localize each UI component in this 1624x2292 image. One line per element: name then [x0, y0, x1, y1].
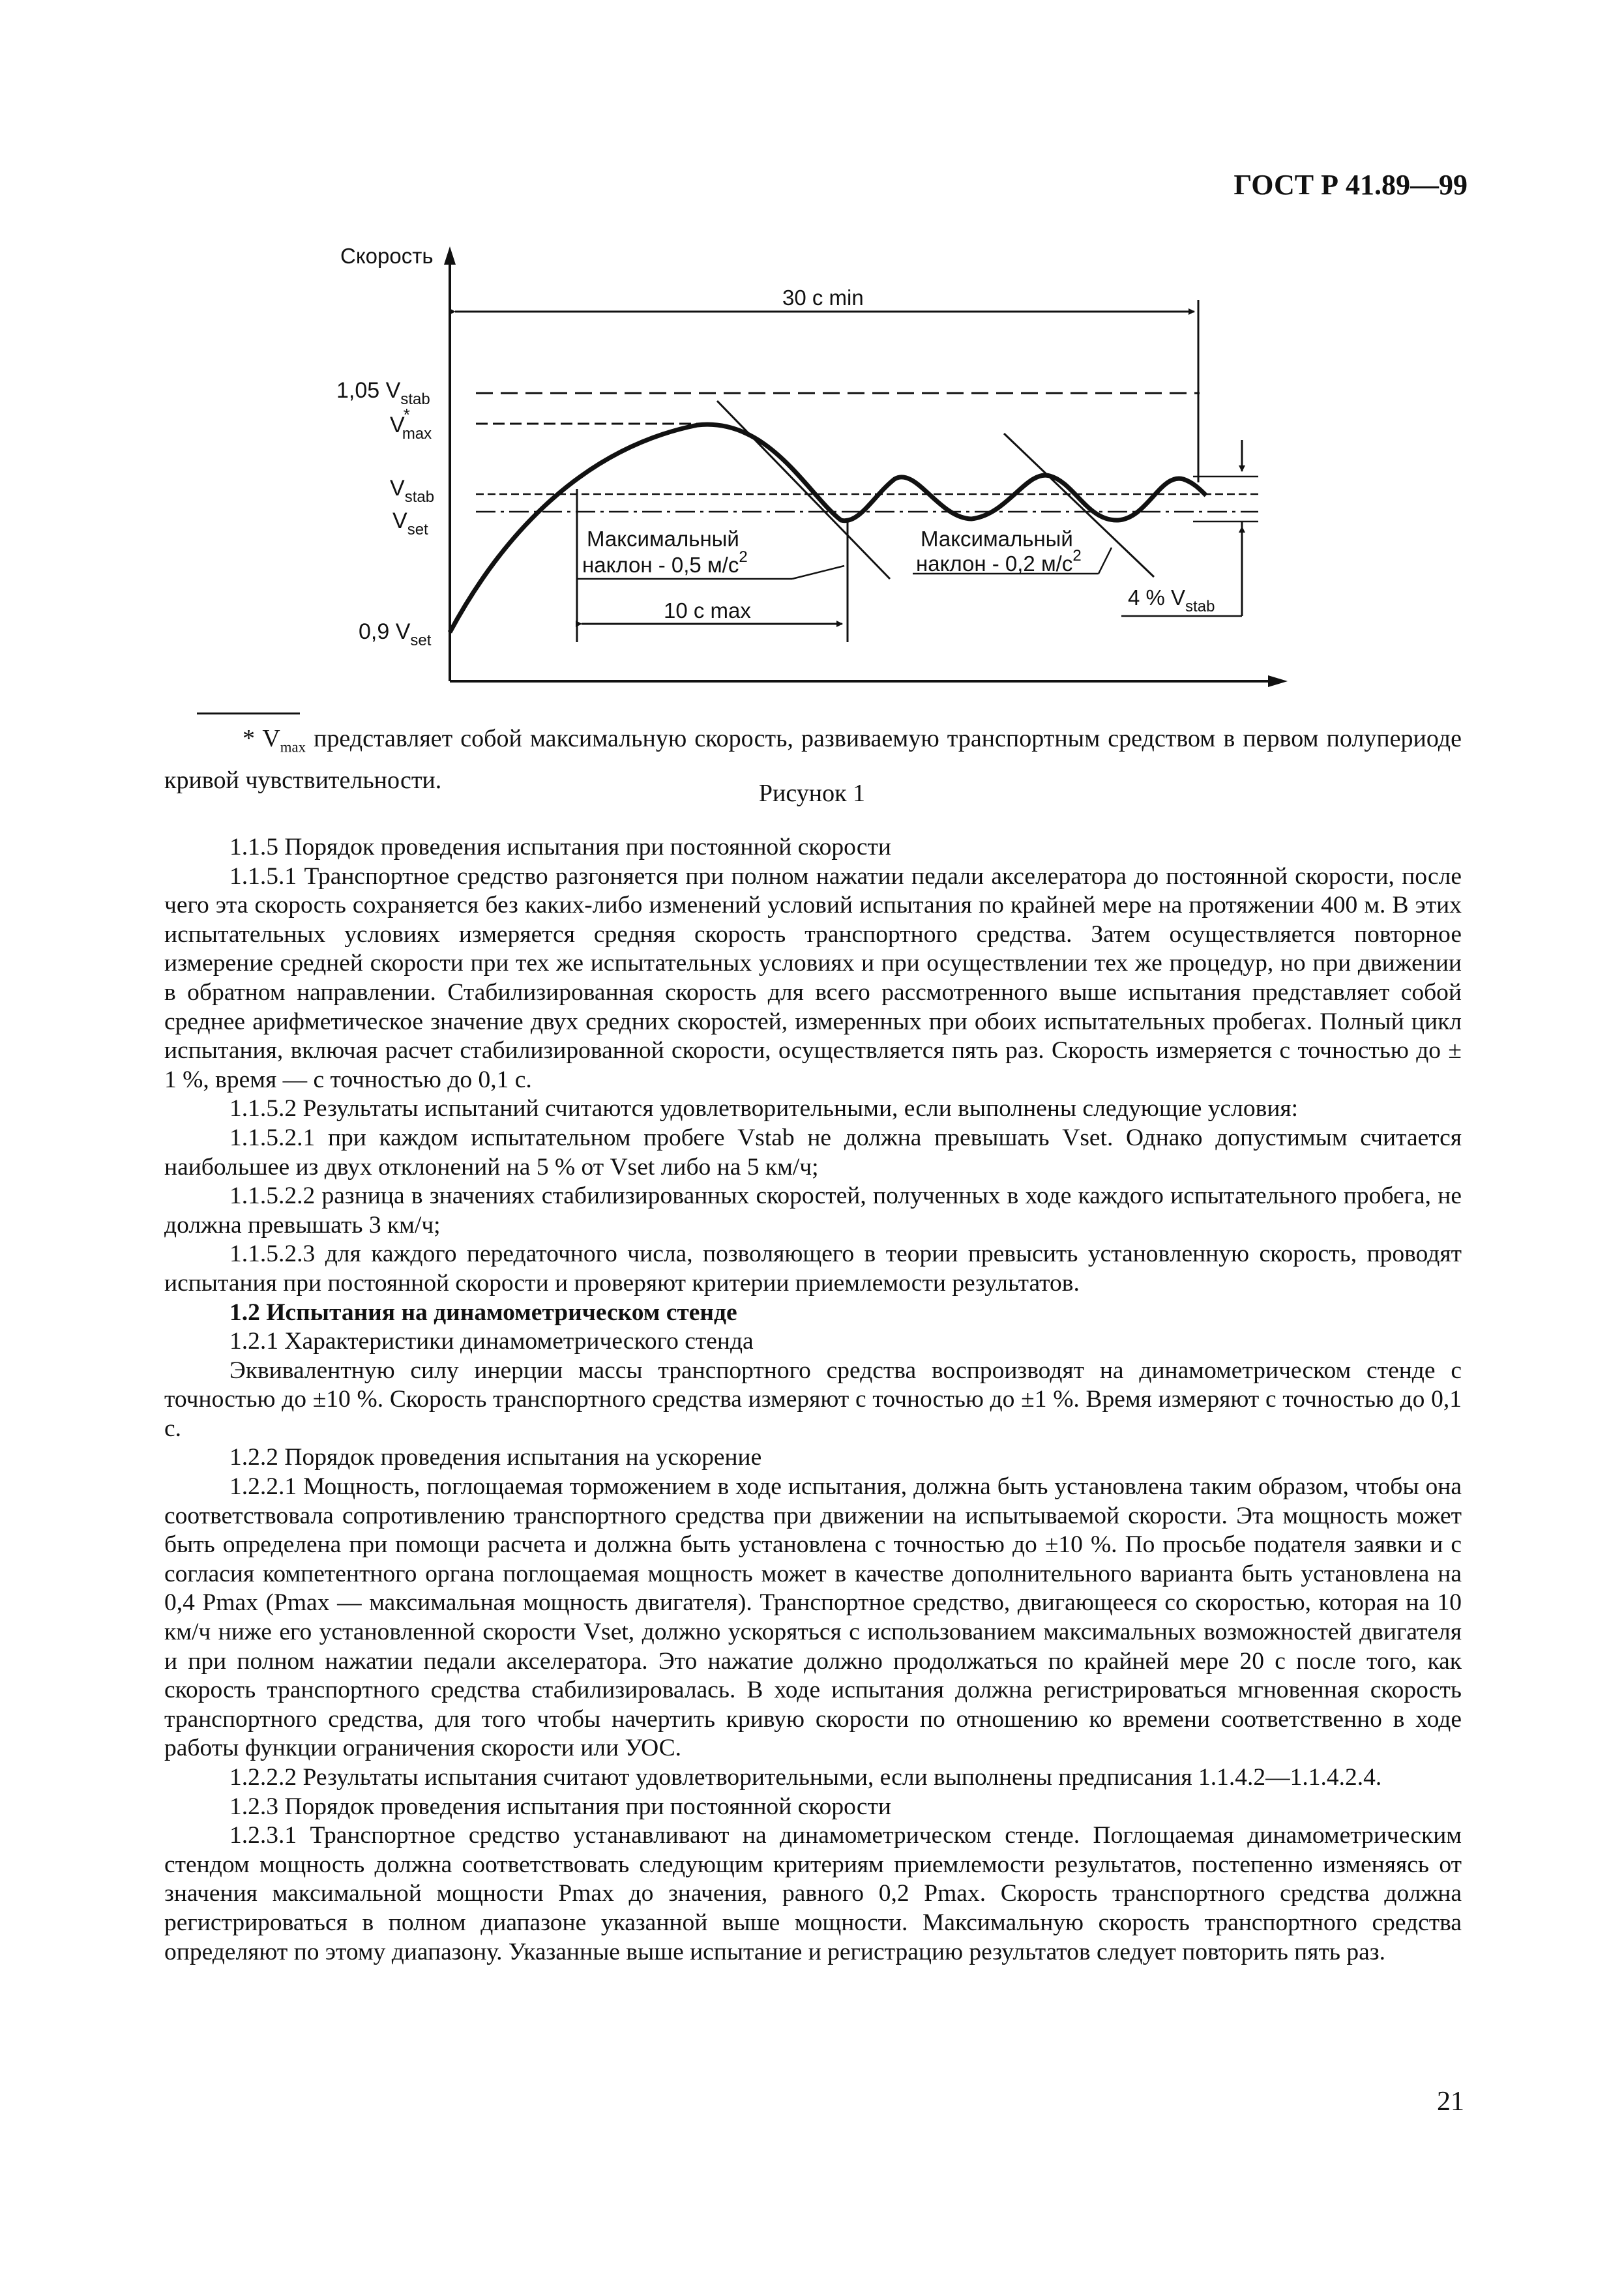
slope-2-title: Максимальный	[921, 527, 1073, 551]
dim-10s-label: 10 с max	[664, 598, 751, 623]
section-heading: 1.2.1 Характеристики динамометрического стенда	[229, 1328, 754, 1355]
paragraph: 1.2.2.2 Результаты испытания считают удовлетворительными, если выполнены предписания 1.1.4.2—1.1.4.2.4.	[229, 1764, 1382, 1791]
paragraph: 1.2.3.1 Транспортное средство устанавливают на динамометрическом стенде. Поглощаемая динамометрическим стендом мощность должна соответствовать следующим критериям приемлемости результатов, постепенно изменяясь от значения максимальной мощности Pmax до значения, равного 0,2 Pmax. Скорость транспортного средства должна регистрироваться в полном диапазоне указанной выше мощности. Максимальную скорость транспортного средства определяют по этому диапазону. Указанные выше испытание и регистрацию результатов следует повторить пять раз.	[164, 1822, 1462, 1965]
figure-caption: Рисунок 1	[758, 780, 866, 807]
paragraph: Эквивалентную силу инерции массы транспортного средства воспроизводят на динамометрическом стенде с точностью до ±10 %. Скорость транспортного средства измеряют с точностью до ±1 %. Время измеряют с точностью до 0,1 с.	[164, 1357, 1462, 1442]
paragraph: 1.1.5.2 Результаты испытаний считаются удовлетворительными, если выполнены следующие условия:	[229, 1095, 1299, 1123]
paragraph: 1.2.2.1 Мощность, поглощаемая торможением в ходе испытания, должна быть установлена таким образом, чтобы она соответствовала сопротивлению транспортного средства при движении на испытываемой скорости. Эта мощность может быть определена при помощи расчета и должна быть установлена с точностью до ±10 %. По просьбе подателя заявки и с согласия компетентного органа поглощаемая мощность может в качестве дополнительного варианта быть установлена на 0,4 Pmax (Pmax — максимальная мощность двигателя). Транспортное средство, двигающееся со скоростью, которая на 10 км/ч ниже его установленной скорости Vset, должно ускоряться с использованием максимальных возможностей двигателя и при полном нажатии педали акселератора. Это нажатие должно продолжаться по крайней мере 20 с после того, как скорость транспортного средства стабилизировалась. В ходе испытания должна регистрироваться мгновенная скорость транспортного средства, для того чтобы начертить кривую скорости по отношению ко времени соответственно в ходе работы функции ограничения скорости или УОС.	[164, 1473, 1462, 1762]
slope-2-value: наклон - 0,2 $м/с^2$	[916, 547, 1082, 576]
label-vstab: $V_{stab}$	[390, 476, 435, 506]
section-heading: 1.2 Испытания на динамометрическом стенде	[229, 1299, 737, 1326]
footnote: * $V_{max}$ представляет собой максимальную скорость, развиваемую транспортным средством в первом полупериоде кривой чувствительности.	[164, 725, 1462, 794]
paragraph: 1.1.5.2.1 при каждом испытательном пробеге Vstab не должна превышать Vset. Однако допустимым считается наибольшее из двух отклонений на 5 % от Vset либо на 5 км/ч;	[164, 1124, 1462, 1181]
section-heading: 1.2.3 Порядок проведения испытания при постоянной скорости	[229, 1793, 891, 1820]
body-text	[164, 833, 1462, 1967]
document-header: ГОСТ Р 41.89—99	[1233, 169, 1468, 201]
footnote-rule	[197, 713, 300, 714]
dim-30s-label: 30 с min	[782, 286, 864, 310]
section-heading: 1.2.2 Порядок проведения испытания на ускорение	[229, 1444, 762, 1471]
paragraph: 1.1.5.2.3 для каждого передаточного числа, позволяющего в теории превысить установленную скорость, проводят испытания при постоянной скорости и проверяют критерии приемлемости результатов.	[164, 1241, 1462, 1297]
paragraph: 1.1.5.2.2 разница в значениях стабилизированных скоростей, полученных в ходе каждого испытательного пробега, не должна превышать 3 км/ч;	[164, 1183, 1462, 1239]
label-09-vset: 0,9 $V_{set}$	[359, 619, 432, 649]
slope-1-value: наклон - 0,5 $м/с^2$	[582, 548, 748, 577]
page-number: 21	[1437, 2087, 1464, 2117]
label-vset: $V_{set}$	[392, 508, 428, 538]
speed-time-figure	[0, 0, 1624, 704]
y-axis-label: Скорость	[340, 244, 434, 268]
speed-curve	[450, 424, 1206, 632]
section-heading: 1.1.5 Порядок проведения испытания при постоянной скорости	[229, 834, 891, 860]
label-105-vstab: 1,05 $V_{stab}$	[336, 378, 430, 408]
band-label: 4 % $V_{stab}$	[1128, 585, 1215, 615]
paragraph: 1.1.5.1 Транспортное средство разгоняется при полном нажатии педали акселератора до постоянной скорости, после чего эта скорость сохраняется без каких-либо изменений условий испытания по крайней мере на протяжении 400 м. В этих испытательных условиях измеряется средняя скорость транспортного средства. Затем осуществляется повторное измерение средней скорости при тех же испытательных условиях и при осуществлении тех же процедур, но при движении в обратном направлении. Стабилизированная скорость для всего рассмотренного выше испытания представляет собой среднее арифметическое значение двух средних скоростей, измеренных при обоих испытательных пробегах. Полный цикл испытания, включая расчет стабилизированной скорости, осуществляется пять раз. Скорость измеряется с точностью до ± 1 %, время — с точностью до 0,1 с.	[164, 862, 1462, 1093]
label-vmax: V* max	[390, 405, 432, 443]
slope-1-title: Максимальный	[587, 527, 739, 551]
